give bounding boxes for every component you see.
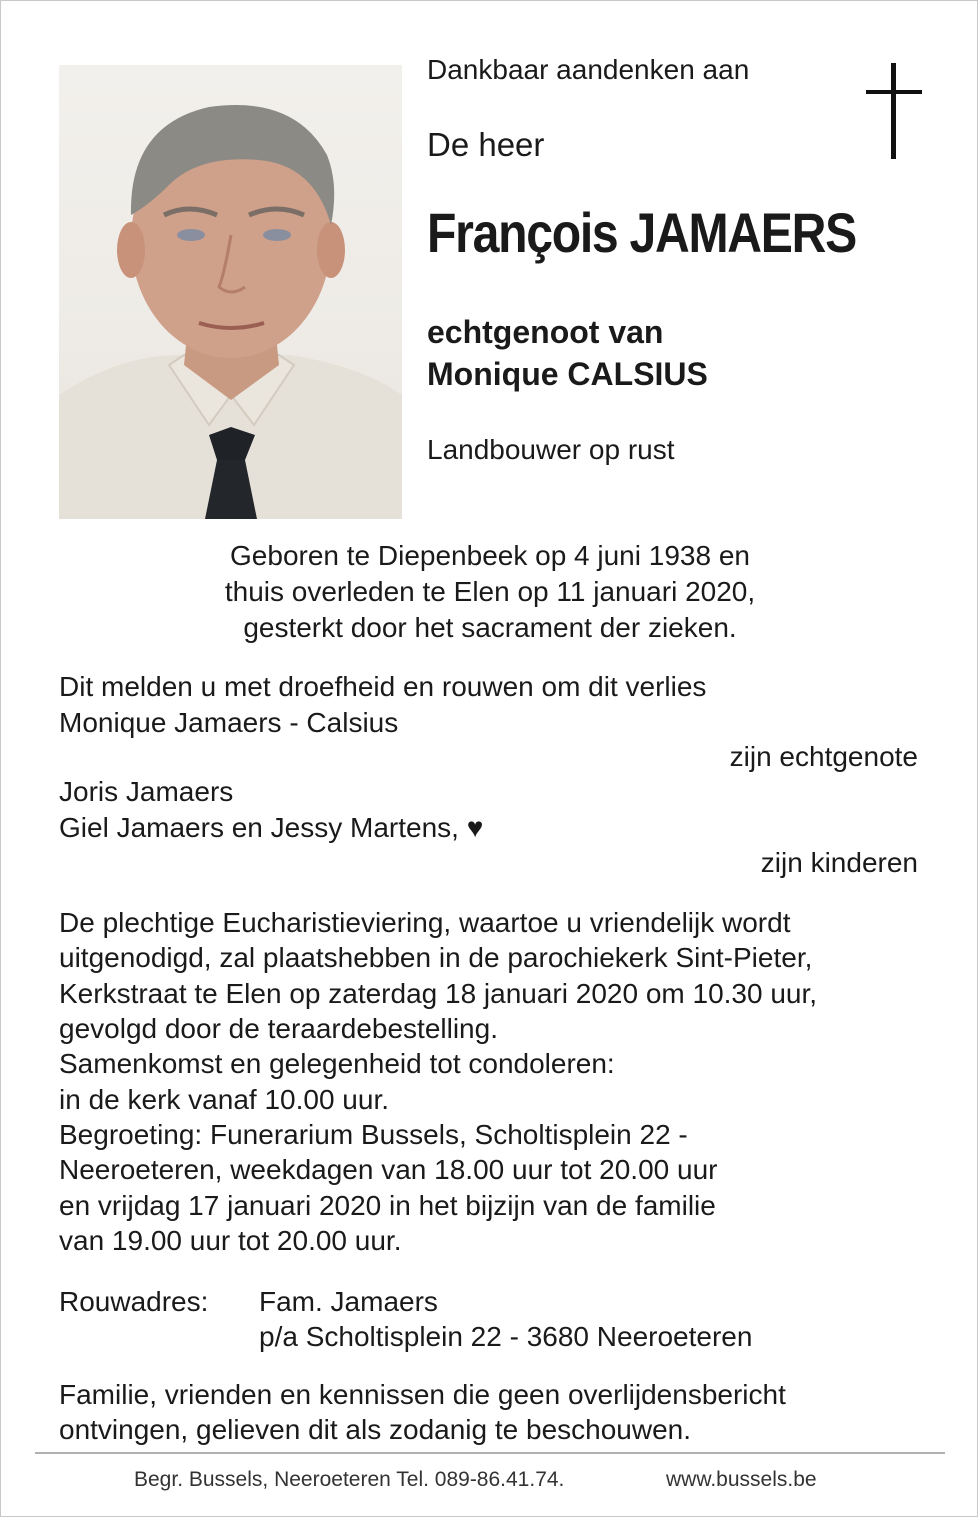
ceremony-line: in de kerk vanaf 10.00 uur.	[59, 1084, 389, 1115]
cross-icon	[866, 63, 922, 159]
ceremony-line: De plechtige Eucharistieviering, waartoe u vriendelijk wordt	[59, 907, 791, 938]
ceremony-line: en vrijdag 17 januari 2020 in het bijzijn van de familie	[59, 1190, 716, 1221]
spouse-relation: zijn echtgenote	[729, 741, 918, 772]
ceremony-line: Neeroeteren, weekdagen van 18.00 uur tot 20.00 uur	[59, 1154, 718, 1185]
birth-death-line-1: Geboren te Diepenbeek op 4 juni 1938 en	[230, 540, 750, 571]
ceremony-line: Samenkomst en gelegenheid tot condoleren:	[59, 1048, 615, 1079]
closing-line-2: ontvingen, gelieven dit als zodanig te beschouwen.	[59, 1414, 691, 1445]
ceremony-line: Kerkstraat te Elen op zaterdag 18 januari 2020 om 10.30 uur,	[59, 978, 818, 1009]
announcement-intro: Dit melden u met droefheid en rouwen om dit verlies	[59, 671, 707, 702]
child-1: Joris Jamaers	[59, 776, 234, 807]
website-link[interactable]: www.bussels.be	[666, 1468, 817, 1491]
ceremony-line: Begroeting: Funerarium Bussels, Scholtisplein 22 -	[59, 1119, 688, 1150]
address-line-2: p/a Scholtisplein 22 - 3680 Neeroeteren	[259, 1321, 753, 1352]
birth-death-line-2: thuis overleden te Elen op 11 januari 2020,	[224, 576, 756, 607]
address-line-1: Fam. Jamaers	[259, 1286, 438, 1317]
child-2: Giel Jamaers en Jessy Martens, ♥	[59, 812, 484, 843]
intro-text: Dankbaar aandenken aan	[427, 54, 750, 85]
divider	[35, 1452, 945, 1454]
ceremony-line: uitgenodigd, zal plaatshebben in de parochiekerk Sint-Pieter,	[59, 942, 813, 973]
undertaker-info: Begr. Bussels, Neeroeteren Tel. 089-86.41.74.	[134, 1468, 565, 1491]
portrait-photo	[59, 65, 402, 519]
title-prefix: De heer	[427, 126, 545, 163]
ceremony-line: van 19.00 uur tot 20.00 uur.	[59, 1225, 402, 1256]
deceased-name: François JAMAERS	[427, 201, 856, 264]
spouse-line-2: Monique CALSIUS	[427, 356, 708, 392]
closing-line-1: Familie, vrienden en kennissen die geen overlijdensbericht	[59, 1379, 786, 1410]
occupation: Landbouwer op rust	[427, 434, 675, 465]
birth-death-line-3: gesterkt door het sacrament der zieken.	[243, 612, 737, 643]
address-label: Rouwadres:	[59, 1286, 209, 1317]
spouse-line-1: echtgenoot van	[427, 314, 664, 350]
ceremony-line: gevolgd door de teraardebestelling.	[59, 1013, 498, 1044]
children-relation: zijn kinderen	[760, 847, 918, 878]
spouse-name: Monique Jamaers - Calsius	[59, 707, 399, 738]
